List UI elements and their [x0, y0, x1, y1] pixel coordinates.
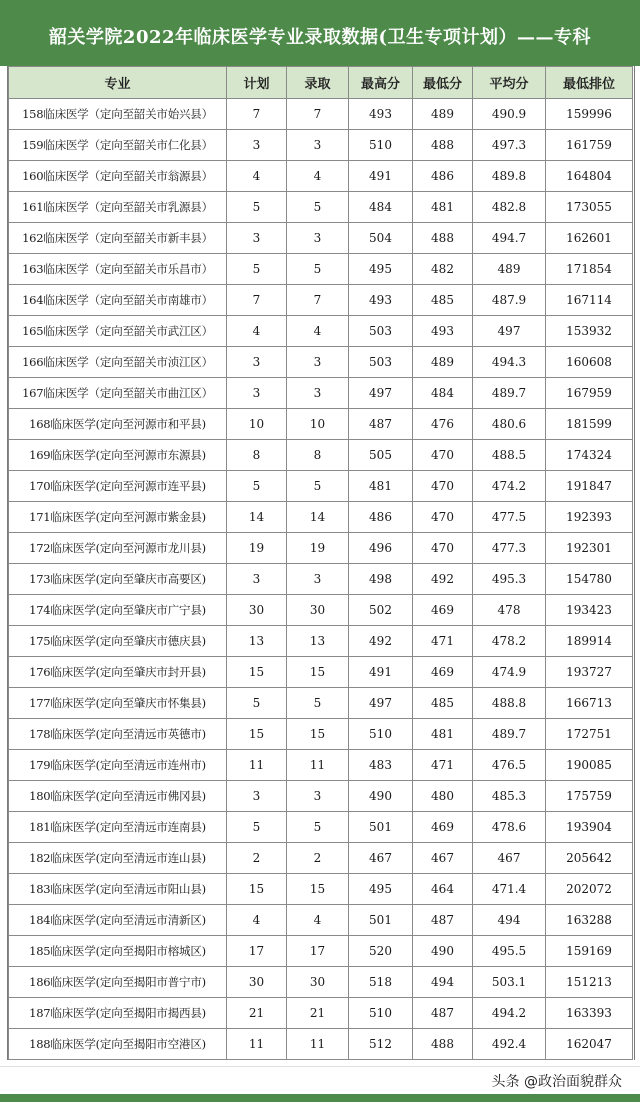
cell-plan: 11 [227, 750, 287, 781]
cell-min-rank: 167114 [546, 285, 633, 316]
cell-plan: 2 [227, 843, 287, 874]
cell-min-score: 493 [413, 316, 473, 347]
cell-plan: 17 [227, 936, 287, 967]
cell-admitted: 21 [287, 998, 349, 1029]
cell-major: 184临床医学(定向至清远市清新区) [9, 905, 227, 936]
cell-min-score: 494 [413, 967, 473, 998]
table-row [9, 657, 633, 688]
cell-min-score: 489 [413, 99, 473, 130]
table-row [9, 688, 633, 719]
cell-max-score: 510 [349, 998, 413, 1029]
cell-max-score: 503 [349, 316, 413, 347]
cell-admitted: 5 [287, 688, 349, 719]
cell-plan: 3 [227, 564, 287, 595]
cell-max-score: 510 [349, 130, 413, 161]
cell-major: 172临床医学(定向至河源市龙川县) [9, 533, 227, 564]
cell-avg-score: 474.9 [473, 657, 546, 688]
title-banner [0, 0, 640, 66]
table-row [9, 533, 633, 564]
cell-plan: 15 [227, 874, 287, 905]
cell-admitted: 19 [287, 533, 349, 564]
table-row [9, 409, 633, 440]
cell-max-score: 490 [349, 781, 413, 812]
cell-min-rank: 172751 [546, 719, 633, 750]
cell-avg-score: 494 [473, 905, 546, 936]
cell-admitted: 4 [287, 316, 349, 347]
cell-min-rank: 159169 [546, 936, 633, 967]
cell-min-score: 481 [413, 192, 473, 223]
table-row [9, 781, 633, 812]
page-title: 韶关学院2022年临床医学专业录取数据(卫生专项计划）——专科 [48, 27, 592, 48]
table-header-row [9, 67, 633, 99]
cell-admitted: 30 [287, 967, 349, 998]
cell-min-score: 487 [413, 998, 473, 1029]
table-row [9, 440, 633, 471]
cell-min-score: 470 [413, 471, 473, 502]
cell-major: 188临床医学(定向至揭阳市空港区) [9, 1029, 227, 1060]
cell-min-score: 484 [413, 378, 473, 409]
cell-min-score: 464 [413, 874, 473, 905]
cell-min-rank: 154780 [546, 564, 633, 595]
cell-min-score: 485 [413, 688, 473, 719]
table-row [9, 192, 633, 223]
cell-min-rank: 193727 [546, 657, 633, 688]
cell-max-score: 501 [349, 905, 413, 936]
cell-min-score: 480 [413, 781, 473, 812]
cell-major: 173临床医学(定向至肇庆市高要区) [9, 564, 227, 595]
cell-max-score: 493 [349, 99, 413, 130]
cell-min-score: 489 [413, 347, 473, 378]
cell-min-rank: 160608 [546, 347, 633, 378]
cell-max-score: 492 [349, 626, 413, 657]
cell-plan: 3 [227, 378, 287, 409]
cell-max-score: 487 [349, 409, 413, 440]
header-min-score: 最低分 [413, 67, 473, 99]
cell-major: 160临床医学（定向至韶关市翁源县） [9, 161, 227, 192]
header-avg-score: 平均分 [473, 67, 546, 99]
table-row [9, 99, 633, 130]
cell-major: 164临床医学（定向至韶关市南雄市） [9, 285, 227, 316]
cell-plan: 13 [227, 626, 287, 657]
table-row [9, 161, 633, 192]
cell-avg-score: 477.3 [473, 533, 546, 564]
cell-min-score: 469 [413, 812, 473, 843]
cell-avg-score: 497.3 [473, 130, 546, 161]
table-row [9, 285, 633, 316]
cell-min-score: 476 [413, 409, 473, 440]
cell-plan: 5 [227, 192, 287, 223]
cell-admitted: 5 [287, 254, 349, 285]
source-credit: 头条 @政治面貌群众 [488, 1071, 626, 1091]
cell-major: 162临床医学（定向至韶关市新丰县） [9, 223, 227, 254]
cell-plan: 5 [227, 688, 287, 719]
cell-min-score: 488 [413, 223, 473, 254]
cell-max-score: 486 [349, 502, 413, 533]
cell-max-score: 495 [349, 254, 413, 285]
cell-max-score: 498 [349, 564, 413, 595]
cell-avg-score: 497 [473, 316, 546, 347]
cell-min-rank: 161759 [546, 130, 633, 161]
cell-admitted: 13 [287, 626, 349, 657]
cell-max-score: 501 [349, 812, 413, 843]
cell-major: 181临床医学(定向至清远市连南县) [9, 812, 227, 843]
cell-min-rank: 162047 [546, 1029, 633, 1060]
table-row [9, 254, 633, 285]
cell-admitted: 3 [287, 130, 349, 161]
cell-min-rank: 189914 [546, 626, 633, 657]
cell-major: 178临床医学(定向至清远市英德市) [9, 719, 227, 750]
cell-plan: 3 [227, 781, 287, 812]
header-major: 专业 [9, 67, 227, 99]
cell-max-score: 491 [349, 161, 413, 192]
table-row [9, 998, 633, 1029]
cell-min-score: 485 [413, 285, 473, 316]
header-plan: 计划 [227, 67, 287, 99]
cell-admitted: 30 [287, 595, 349, 626]
cell-max-score: 504 [349, 223, 413, 254]
cell-major: 166临床医学（定向至韶关市浈江区） [9, 347, 227, 378]
header-min-rank: 最低排位 [546, 67, 633, 99]
table-row [9, 626, 633, 657]
cell-max-score: 483 [349, 750, 413, 781]
cell-plan: 3 [227, 223, 287, 254]
cell-min-score: 470 [413, 440, 473, 471]
cell-min-rank: 166713 [546, 688, 633, 719]
cell-avg-score: 485.3 [473, 781, 546, 812]
table-row [9, 347, 633, 378]
cell-admitted: 15 [287, 719, 349, 750]
cell-admitted: 3 [287, 378, 349, 409]
cell-major: 169临床医学(定向至河源市东源县) [9, 440, 227, 471]
cell-plan: 21 [227, 998, 287, 1029]
cell-admitted: 15 [287, 657, 349, 688]
cell-avg-score: 478 [473, 595, 546, 626]
table-row [9, 812, 633, 843]
table-row [9, 130, 633, 161]
cell-major: 180临床医学(定向至清远市佛冈县) [9, 781, 227, 812]
cell-major: 187临床医学(定向至揭阳市揭西县) [9, 998, 227, 1029]
table-row [9, 936, 633, 967]
cell-min-score: 469 [413, 657, 473, 688]
cell-plan: 5 [227, 471, 287, 502]
cell-admitted: 8 [287, 440, 349, 471]
cell-min-rank: 191847 [546, 471, 633, 502]
cell-min-rank: 174324 [546, 440, 633, 471]
cell-plan: 4 [227, 161, 287, 192]
cell-min-score: 486 [413, 161, 473, 192]
cell-min-rank: 159996 [546, 99, 633, 130]
table-row [9, 316, 633, 347]
cell-min-score: 470 [413, 502, 473, 533]
cell-max-score: 510 [349, 719, 413, 750]
cell-avg-score: 503.1 [473, 967, 546, 998]
cell-major: 161临床医学（定向至韶关市乳源县） [9, 192, 227, 223]
cell-max-score: 495 [349, 874, 413, 905]
cell-min-score: 469 [413, 595, 473, 626]
cell-plan: 8 [227, 440, 287, 471]
cell-major: 174临床医学(定向至肇庆市广宁县) [9, 595, 227, 626]
cell-avg-score: 487.9 [473, 285, 546, 316]
cell-plan: 7 [227, 285, 287, 316]
cell-plan: 15 [227, 719, 287, 750]
cell-plan: 4 [227, 905, 287, 936]
header-admitted: 录取 [287, 67, 349, 99]
cell-min-rank: 171854 [546, 254, 633, 285]
table-row [9, 502, 633, 533]
cell-min-score: 487 [413, 905, 473, 936]
cell-avg-score: 488.5 [473, 440, 546, 471]
cell-avg-score: 476.5 [473, 750, 546, 781]
cell-avg-score: 467 [473, 843, 546, 874]
cell-min-score: 488 [413, 130, 473, 161]
cell-avg-score: 474.2 [473, 471, 546, 502]
cell-min-score: 482 [413, 254, 473, 285]
cell-max-score: 505 [349, 440, 413, 471]
cell-major: 177临床医学(定向至肇庆市怀集县) [9, 688, 227, 719]
cell-avg-score: 488.8 [473, 688, 546, 719]
cell-avg-score: 482.8 [473, 192, 546, 223]
cell-avg-score: 492.4 [473, 1029, 546, 1060]
cell-major: 167临床医学（定向至韶关市曲江区） [9, 378, 227, 409]
cell-admitted: 7 [287, 99, 349, 130]
cell-avg-score: 477.5 [473, 502, 546, 533]
cell-max-score: 520 [349, 936, 413, 967]
cell-admitted: 3 [287, 223, 349, 254]
cell-avg-score: 495.3 [473, 564, 546, 595]
table-row [9, 843, 633, 874]
cell-plan: 4 [227, 316, 287, 347]
cell-max-score: 497 [349, 378, 413, 409]
cell-admitted: 14 [287, 502, 349, 533]
cell-major: 168临床医学(定向至河源市和平县) [9, 409, 227, 440]
table-row [9, 905, 633, 936]
cell-max-score: 484 [349, 192, 413, 223]
cell-min-rank: 181599 [546, 409, 633, 440]
cell-major: 158临床医学（定向至韶关市始兴县） [9, 99, 227, 130]
cell-avg-score: 489 [473, 254, 546, 285]
cell-max-score: 491 [349, 657, 413, 688]
cell-min-rank: 164804 [546, 161, 633, 192]
table-row [9, 595, 633, 626]
cell-admitted: 5 [287, 192, 349, 223]
cell-major: 176临床医学(定向至肇庆市封开县) [9, 657, 227, 688]
cell-min-rank: 193423 [546, 595, 633, 626]
cell-plan: 5 [227, 254, 287, 285]
table-row [9, 1029, 633, 1060]
cell-admitted: 4 [287, 161, 349, 192]
cell-plan: 30 [227, 967, 287, 998]
cell-max-score: 481 [349, 471, 413, 502]
cell-max-score: 512 [349, 1029, 413, 1060]
table-row [9, 874, 633, 905]
cell-admitted: 4 [287, 905, 349, 936]
cell-max-score: 503 [349, 347, 413, 378]
cell-avg-score: 480.6 [473, 409, 546, 440]
cell-min-rank: 175759 [546, 781, 633, 812]
cell-plan: 3 [227, 130, 287, 161]
table-row [9, 471, 633, 502]
cell-major: 159临床医学（定向至韶关市仁化县） [9, 130, 227, 161]
cell-plan: 30 [227, 595, 287, 626]
table-row [9, 564, 633, 595]
cell-plan: 7 [227, 99, 287, 130]
table-row [9, 750, 633, 781]
cell-plan: 11 [227, 1029, 287, 1060]
cell-admitted: 3 [287, 564, 349, 595]
cell-avg-score: 489.7 [473, 378, 546, 409]
cell-avg-score: 494.3 [473, 347, 546, 378]
cell-major: 170临床医学(定向至河源市连平县) [9, 471, 227, 502]
cell-avg-score: 495.5 [473, 936, 546, 967]
cell-min-rank: 163393 [546, 998, 633, 1029]
cell-admitted: 3 [287, 347, 349, 378]
table-row [9, 967, 633, 998]
cell-admitted: 17 [287, 936, 349, 967]
cell-admitted: 5 [287, 812, 349, 843]
cell-max-score: 467 [349, 843, 413, 874]
cell-min-rank: 192393 [546, 502, 633, 533]
cell-min-score: 470 [413, 533, 473, 564]
cell-max-score: 497 [349, 688, 413, 719]
cell-max-score: 496 [349, 533, 413, 564]
cell-avg-score: 478.2 [473, 626, 546, 657]
cell-plan: 3 [227, 347, 287, 378]
cell-min-rank: 167959 [546, 378, 633, 409]
cell-max-score: 493 [349, 285, 413, 316]
cell-min-score: 471 [413, 626, 473, 657]
cell-major: 163临床医学（定向至韶关市乐昌市） [9, 254, 227, 285]
table-body [9, 99, 633, 1060]
cell-min-score: 490 [413, 936, 473, 967]
table-row [9, 378, 633, 409]
cell-major: 175临床医学(定向至肇庆市德庆县) [9, 626, 227, 657]
cell-plan: 19 [227, 533, 287, 564]
cell-admitted: 7 [287, 285, 349, 316]
cell-avg-score: 489.7 [473, 719, 546, 750]
cell-min-rank: 162601 [546, 223, 633, 254]
cell-min-rank: 151213 [546, 967, 633, 998]
cell-admitted: 10 [287, 409, 349, 440]
cell-max-score: 518 [349, 967, 413, 998]
cell-avg-score: 489.8 [473, 161, 546, 192]
cell-plan: 10 [227, 409, 287, 440]
cell-major: 165临床医学（定向至韶关市武江区） [9, 316, 227, 347]
cell-plan: 5 [227, 812, 287, 843]
cell-min-score: 488 [413, 1029, 473, 1060]
cell-major: 185临床医学(定向至揭阳市榕城区) [9, 936, 227, 967]
cell-min-rank: 202072 [546, 874, 633, 905]
cell-min-rank: 205642 [546, 843, 633, 874]
header-max-score: 最高分 [349, 67, 413, 99]
cell-avg-score: 478.6 [473, 812, 546, 843]
cell-min-score: 467 [413, 843, 473, 874]
admission-table [8, 66, 633, 1060]
cell-plan: 15 [227, 657, 287, 688]
cell-major: 186临床医学(定向至揭阳市普宁市) [9, 967, 227, 998]
table-row [9, 223, 633, 254]
cell-major: 171临床医学(定向至河源市紫金县) [9, 502, 227, 533]
cell-avg-score: 494.7 [473, 223, 546, 254]
cell-min-score: 492 [413, 564, 473, 595]
cell-min-rank: 190085 [546, 750, 633, 781]
cell-admitted: 15 [287, 874, 349, 905]
cell-admitted: 11 [287, 1029, 349, 1060]
cell-major: 183临床医学(定向至清远市阳山县) [9, 874, 227, 905]
cell-plan: 14 [227, 502, 287, 533]
cell-max-score: 502 [349, 595, 413, 626]
cell-min-rank: 192301 [546, 533, 633, 564]
data-table-frame [7, 66, 635, 1060]
cell-min-score: 471 [413, 750, 473, 781]
cell-admitted: 3 [287, 781, 349, 812]
cell-major: 179临床医学(定向至清远市连州市) [9, 750, 227, 781]
cell-avg-score: 494.2 [473, 998, 546, 1029]
table-row [9, 719, 633, 750]
cell-major: 182临床医学(定向至清远市连山县) [9, 843, 227, 874]
cell-min-score: 481 [413, 719, 473, 750]
cell-admitted: 11 [287, 750, 349, 781]
footer-bar [0, 1066, 640, 1102]
cell-avg-score: 471.4 [473, 874, 546, 905]
cell-min-rank: 163288 [546, 905, 633, 936]
cell-admitted: 5 [287, 471, 349, 502]
cell-min-rank: 153932 [546, 316, 633, 347]
cell-avg-score: 490.9 [473, 99, 546, 130]
cell-admitted: 2 [287, 843, 349, 874]
cell-min-rank: 173055 [546, 192, 633, 223]
cell-min-rank: 193904 [546, 812, 633, 843]
